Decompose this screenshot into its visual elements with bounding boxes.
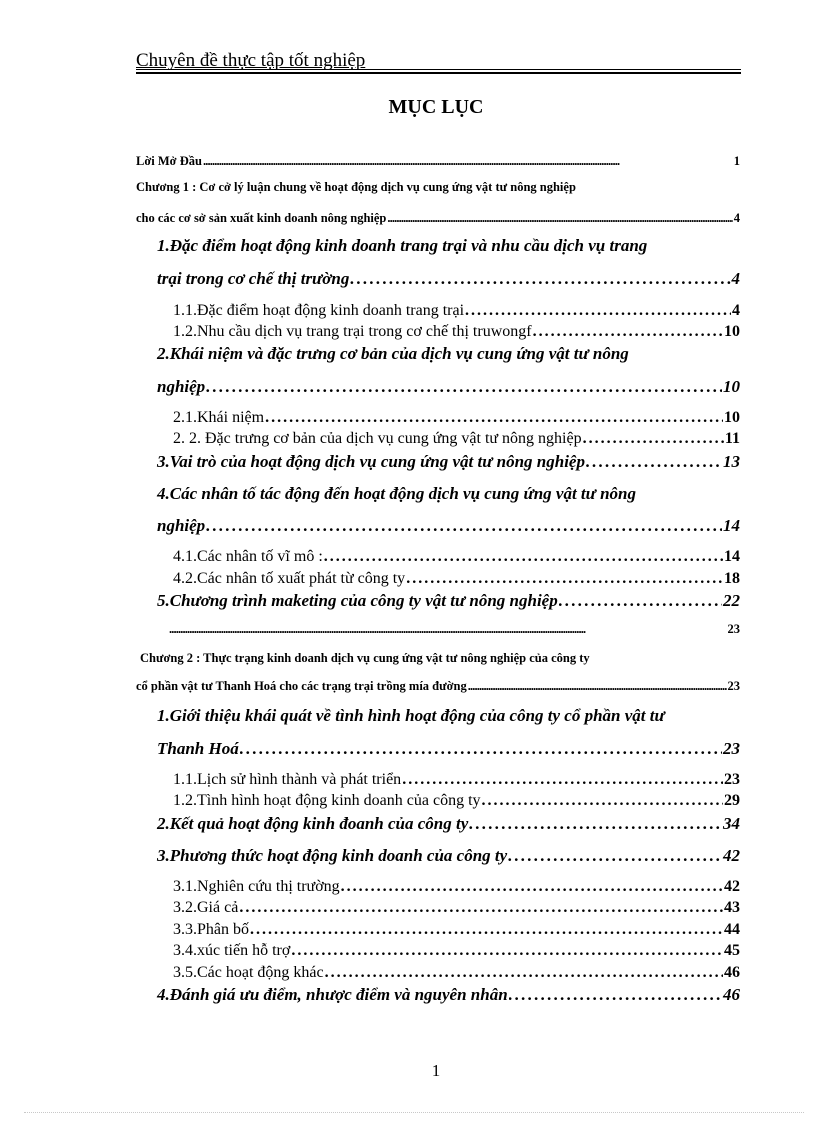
toc-entry-page: 46 bbox=[723, 985, 740, 1004]
toc-entry-title: 1.1.Lịch sử hình thành và phát triển bbox=[173, 771, 402, 788]
toc-entry-title: 3.2.Giá cả bbox=[173, 899, 239, 916]
toc-entry-title: nghiệp bbox=[157, 377, 206, 396]
toc-entry bbox=[157, 739, 740, 759]
toc-entry-page: 23 bbox=[727, 679, 740, 693]
toc-entry-page: 22 bbox=[723, 591, 740, 610]
toc-entry bbox=[173, 430, 740, 448]
toc-leader bbox=[533, 323, 723, 341]
toc-entry-page: 11 bbox=[724, 430, 740, 447]
toc-leader bbox=[406, 570, 723, 588]
toc-entry-title: 1.2.Nhu cầu dịch vụ trang trại trong cơ chế thị truwongf bbox=[173, 323, 532, 340]
toc-entry-page: 10 bbox=[723, 377, 740, 396]
toc-leader bbox=[265, 409, 723, 427]
toc-entry bbox=[136, 679, 740, 694]
toc-leader bbox=[465, 302, 731, 320]
toc-entry bbox=[173, 792, 740, 810]
toc-entry-page: 29 bbox=[724, 792, 740, 809]
toc-leader bbox=[402, 771, 723, 789]
toc-leader bbox=[341, 878, 723, 896]
toc-leader bbox=[325, 964, 723, 982]
toc-leader bbox=[509, 985, 722, 1005]
toc-entry-title: 1.2.Tình hình hoạt động kinh doanh của công ty bbox=[173, 792, 481, 809]
toc-entry-page: 46 bbox=[724, 964, 740, 981]
toc-entry bbox=[173, 942, 740, 960]
toc-entry-page: 4 bbox=[731, 269, 740, 288]
toc-entry-page: 34 bbox=[723, 814, 740, 833]
toc-leader bbox=[239, 899, 723, 917]
toc-leader bbox=[586, 452, 722, 472]
toc-entry-title: trại trong cơ chế thị trường bbox=[157, 269, 350, 288]
toc-entry bbox=[173, 302, 740, 320]
toc-leader bbox=[482, 792, 723, 810]
toc-entry-title: 4.Đánh giá ưu điểm, nhược điểm và nguyên nhân bbox=[157, 985, 508, 1004]
toc-entry-title: 3.1.Nghiên cứu thị trường bbox=[173, 878, 340, 895]
toc-entry-page: 14 bbox=[724, 548, 740, 565]
toc-entry bbox=[173, 899, 740, 917]
toc-entry-title: 4.1.Các nhân tố vĩ mô : bbox=[173, 548, 323, 565]
toc-leader bbox=[324, 548, 723, 566]
toc-entry-title: 2.Kết quả hoạt động kinh đoanh của công ty bbox=[157, 814, 469, 833]
toc-leader bbox=[468, 679, 727, 694]
toc-entry bbox=[173, 964, 740, 982]
toc-entry-page: 23 bbox=[724, 771, 740, 788]
toc-entry-line1: 1.Đặc điểm hoạt động kinh doanh trang trại và nhu cầu dịch vụ trang bbox=[157, 236, 648, 255]
page-title: MỤC LỤC bbox=[388, 96, 484, 118]
toc-entry bbox=[157, 269, 740, 289]
toc-entry-line1: 2.Khái niệm và đặc trưng cơ bản của dịch vụ cung ứng vật tư nông bbox=[157, 344, 629, 363]
toc-entry-page: 4 bbox=[732, 302, 740, 319]
toc-leader bbox=[203, 154, 733, 169]
toc-entry-line1: Chương 1 : Cơ cở lý luận chung về hoạt động dịch vụ cung ứng vật tư nông nghiệp bbox=[136, 180, 576, 194]
toc-entry-page: 18 bbox=[724, 570, 740, 587]
toc-entry-line1: 4.Các nhân tố tác động đến hoạt động dịch vụ cung ứng vật tư nông bbox=[157, 484, 636, 503]
toc-entry bbox=[136, 211, 740, 226]
toc-leader bbox=[169, 622, 727, 637]
toc-entry-page: 1 bbox=[733, 154, 740, 168]
toc-entry-page: 4 bbox=[733, 211, 740, 225]
toc-leader bbox=[508, 846, 722, 866]
toc-entry bbox=[157, 985, 740, 1005]
toc-entry bbox=[173, 548, 740, 566]
toc-entry-page: 44 bbox=[724, 921, 740, 938]
toc-entry bbox=[173, 570, 740, 588]
header-rule-thick bbox=[136, 72, 741, 74]
toc-leader bbox=[583, 430, 724, 448]
toc-entry bbox=[157, 377, 740, 397]
toc-entry-title: Lời Mở Đầu bbox=[136, 154, 202, 168]
toc-entry-title: nghiệp bbox=[157, 516, 206, 535]
toc-entry-title: 3.Vai trò của hoạt động dịch vụ cung ứng vật tư nông nghiệp bbox=[157, 452, 585, 471]
toc-entry-page: 43 bbox=[724, 899, 740, 916]
toc-entry-title: 5.Chương trình maketing của công ty vật tư nông nghiệp bbox=[157, 591, 558, 610]
toc-entry-page: 45 bbox=[724, 942, 740, 959]
toc-entry-page: 14 bbox=[723, 516, 740, 535]
toc-entry-page: 23 bbox=[723, 739, 740, 758]
toc-entry-title: 1.1.Đặc điểm hoạt động kinh doanh trang trại bbox=[173, 302, 465, 319]
toc-entry-title: 3.5.Các hoạt động khác bbox=[173, 964, 324, 981]
toc-entry bbox=[157, 846, 740, 866]
page-number: 1 bbox=[431, 1061, 441, 1080]
toc-leader bbox=[206, 516, 722, 536]
toc-entry-page: 23 bbox=[727, 622, 740, 636]
toc-entry bbox=[168, 622, 740, 637]
toc-entry-title: 2.1.Khái niệm bbox=[173, 409, 265, 426]
toc-leader bbox=[387, 211, 732, 226]
toc-entry bbox=[173, 878, 740, 896]
toc-entry bbox=[136, 154, 740, 169]
toc-leader bbox=[250, 921, 723, 939]
toc-entry-line1: Chương 2 : Thực trạng kinh doanh dịch vụ cung ứng vật tư nông nghiệp của công ty bbox=[140, 651, 590, 665]
toc-leader bbox=[240, 739, 722, 759]
toc-entry-title: 3.Phương thức hoạt động kinh doanh của công ty bbox=[157, 846, 508, 865]
toc-entry-title: cho các cơ sở sản xuất kinh doanh nông nghiệp bbox=[136, 211, 387, 225]
toc-entry bbox=[157, 591, 740, 611]
toc-entry-page: 10 bbox=[724, 409, 740, 426]
toc-entry-title: 4.2.Các nhân tố xuất phát từ công ty bbox=[173, 570, 406, 587]
toc-entry-title: 2. 2. Đặc trưng cơ bản của dịch vụ cung ứng vật tư nông nghiệp bbox=[173, 430, 582, 447]
header-title: Chuyên đề thực tập tốt nghiệp bbox=[136, 50, 366, 71]
toc-entry bbox=[157, 452, 740, 472]
toc-entry-page: 13 bbox=[723, 452, 740, 471]
header-rule bbox=[136, 69, 741, 70]
toc-entry-line1: 1.Giới thiệu khái quát về tình hình hoạt động của công ty cổ phần vật tư bbox=[157, 706, 665, 725]
toc-entry-page: 42 bbox=[724, 878, 740, 895]
toc-leader bbox=[350, 269, 730, 289]
toc-entry bbox=[157, 814, 740, 834]
toc-entry bbox=[173, 323, 740, 341]
toc-entry bbox=[173, 409, 740, 427]
toc-entry bbox=[173, 921, 740, 939]
toc-entry bbox=[173, 771, 740, 789]
toc-leader bbox=[559, 591, 722, 611]
toc-entry-page: 42 bbox=[723, 846, 740, 865]
toc-entry-title: 3.3.Phân bố bbox=[173, 921, 249, 938]
toc-entry bbox=[157, 516, 740, 536]
toc-entry-title: 3.4.xúc tiến hỗ trợ bbox=[173, 942, 291, 959]
toc-leader bbox=[469, 814, 722, 834]
toc-leader bbox=[206, 377, 722, 397]
toc-entry-page: 10 bbox=[724, 323, 740, 340]
toc-entry-title: cổ phần vật tư Thanh Hoá cho các trạng trại trồng mía đường bbox=[136, 679, 467, 693]
toc-entry-title: Thanh Hoá bbox=[157, 739, 239, 758]
page-edge-rule bbox=[24, 1112, 804, 1113]
toc-leader bbox=[291, 942, 723, 960]
